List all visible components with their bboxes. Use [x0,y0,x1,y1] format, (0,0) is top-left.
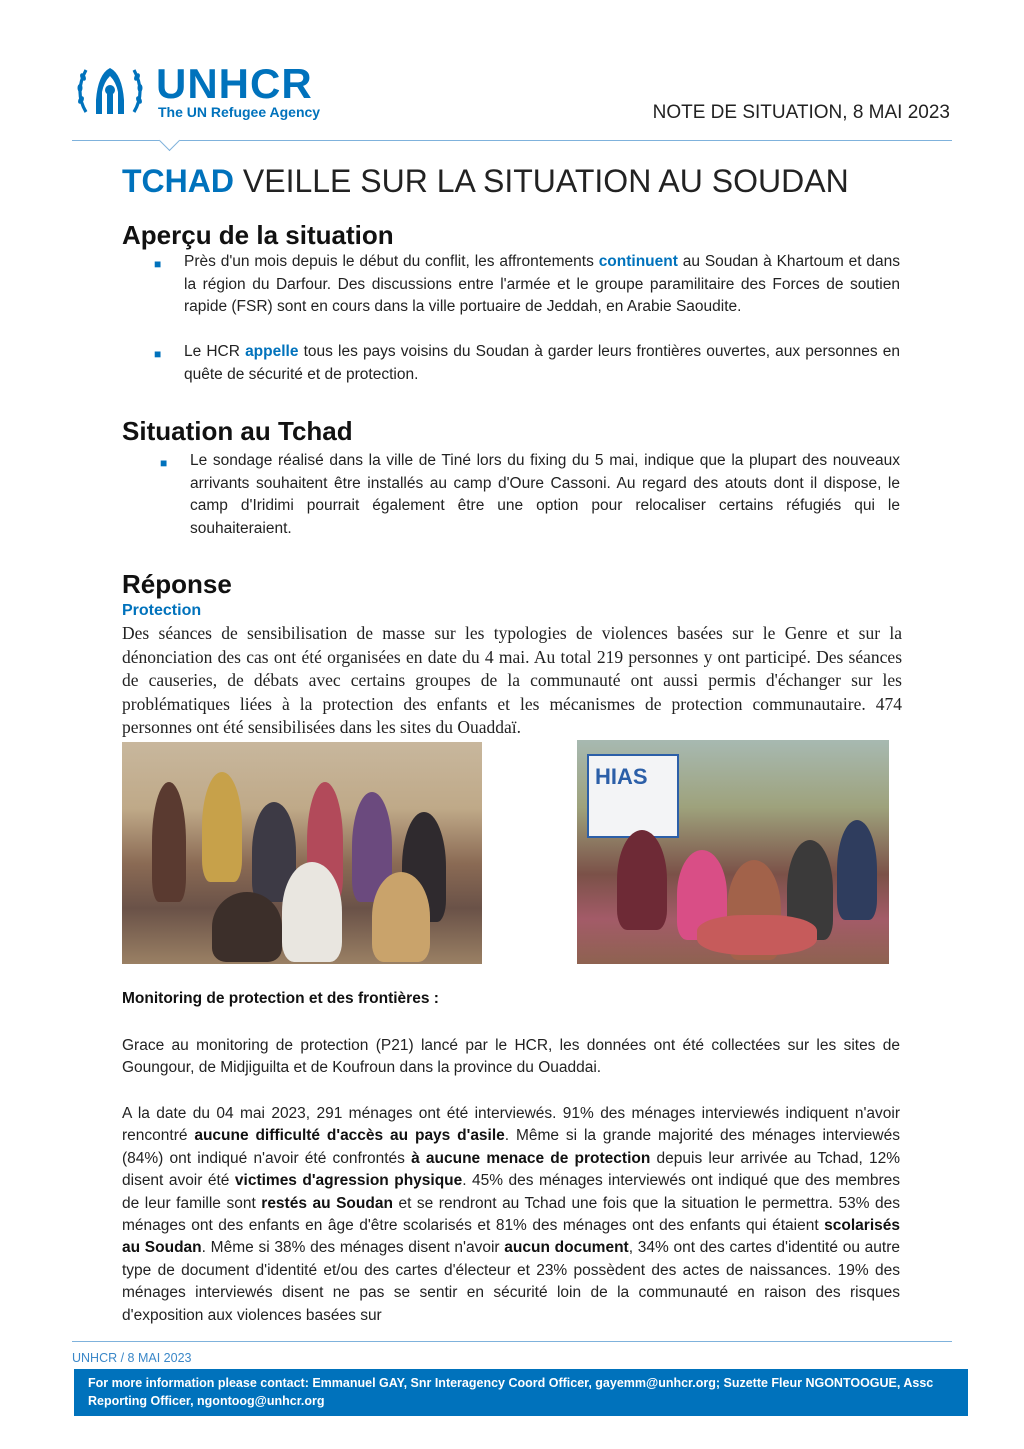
title-rest: VEILLE SUR LA SITUATION AU SOUDAN [233,163,849,199]
bullet-square-icon: ■ [160,456,168,470]
unhcr-logo [72,58,347,126]
logo-wordmark: UNHCR [156,60,313,107]
subheading-protection: Protection [122,602,202,619]
bullet-square-icon: ■ [154,257,162,271]
hias-banner: HIAS [587,754,679,838]
unhcr-emblem-icon [72,60,148,124]
heading-tchad: Situation au Tchad [122,416,353,446]
header-divider [72,140,952,141]
page-title [122,163,849,200]
footer-divider [72,1341,952,1342]
bullet-tchad-1: ■ Le sondage réalisé dans la ville de Tiné lors du fixing du 5 mai, indique que la plupart des nouveaux arrivants souhaitent être installés au camp d'Oure Cassoni. Au regard des atouts dont il dispose, le camp d'Iridimi pourrait également être une option pour relocaliser certains réfugiés qui le souhaiteraient. [160,452,900,537]
bullet-apercu-1: ■ Près d'un mois depuis le début du conflit, les affrontements continuent au Soudan à Khartoum et dans la région du Darfour. Des discussions entre l'armée et le groupe paramilitaire des Forces de soutien rapide (FSR) sont en cours dans la ville portuaire de Jeddah, en Arabie Saoudite. [154,253,900,315]
protection-paragraph: Des séances de sensibilisation de masse sur les typologies de violences basées sur le Genre et sur la dénonciation des cas ont été organisées en date du 4 mai. Au total 219 personnes y ont participé. Des séances de causeries, de débats avec certains groupes de la communauté ont aussi permis d'échanger sur les problématiques liées à la protection des enfants et les mécanismes de protection communautaire. 474 personnes ont été sensibilisées dans les sites du Ouaddaï. [122,623,902,737]
footer-contact-box [74,1369,968,1416]
document-date-note: NOTE DE SITUATION, 8 MAI 2023 [652,102,950,123]
monitoring-paragraph-2: A la date du 04 mai 2023, 291 ménages ont été interviewés. 91% des ménages interviewés indiquent n'avoir rencontré aucune difficulté d'accès au pays d'asile. Même si la grande majorité des ménages interviewés (84%) ont indiqué n'avoir été confrontés à aucune menace de protection depuis leur arrivée au Tchad, 12% disent avoir été victimes d'agression physique. 45% des ménages interviewés ont indiqué que des membres de leur famille sont restés au Soudan et se rendront au Tchad une fois que la situation le permettra. 53% des ménages ont des enfants en âge d'être scolarisés et 81% des ménages ont des enfants qui étaient scolarisés au Soudan. Même si 38% des ménages disent n'avoir aucun document, 34% ont des cartes d'identité ou autre type de document d'identité et/ou des cartes d'électeur et 23% possèdent des actes de naissances. 19% des ménages interviewés disent ne pas se sentir en sécurité loin de la communauté en raison des risques d'exposition aux violences basées sur [122,1105,900,1324]
title-keyword: TCHAD [122,163,234,199]
photo-community-discussion [577,740,889,964]
heading-apercu: Aperçu de la situation [122,220,394,250]
bullet-apercu-2: ■ Le HCR appelle tous les pays voisins du Soudan à garder leurs frontières ouvertes, aux personnes en quête de sécurité et de protection. [154,343,900,383]
photo-sensitization-session [122,742,482,964]
footer-contact-text: For more information please contact: Emmanuel GAY, Snr Interagency Coord Officer, gayemm@unhcr.org; Suzette Fleur NGONTOOGUE, Assc Reporting Officer, ngontoog@unhcr.org [88,1376,934,1408]
footer-date: UNHCR / 8 MAI 2023 [72,1351,192,1365]
logo-tagline: The UN Refugee Agency [158,104,321,120]
heading-monitoring: Monitoring de protection et des frontières : [122,990,439,1007]
bullet-square-icon: ■ [154,347,162,361]
monitoring-paragraph-1: Grace au monitoring de protection (P21) lancé par le HCR, les données ont été collectées sur les sites de Goungour, de Midjiguilta et de Koufroun dans la province du Ouaddai. [122,1037,900,1077]
divider-caret [159,130,180,151]
heading-reponse: Réponse [122,569,232,599]
